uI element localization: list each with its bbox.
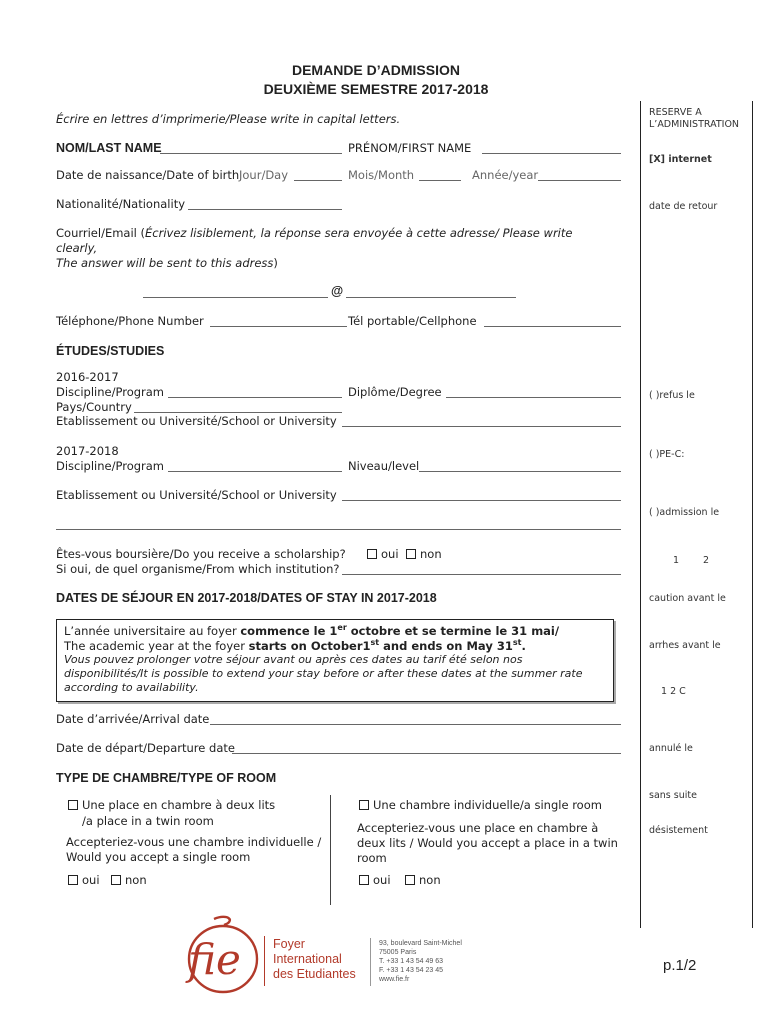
org-name-2: International [273,952,342,966]
last-name-label: NOM/LAST NAME [56,141,162,155]
admin-choice-3: 1 2 C [661,686,686,697]
twin-room-label: Une place en chambre à deux lits [82,798,276,812]
single-question-1: Accepteriez-vous une place en chambre à [357,821,599,835]
admin-pec: ( )PE-C: [649,449,685,460]
email-label [56,226,572,240]
dob-day-field[interactable] [294,180,342,181]
admin-title-2: L’ADMINISTRATION [649,119,740,130]
nationality-field[interactable] [188,209,342,210]
address-line-2: 75005 Paris [379,949,417,956]
stay-fr-start: commence le 1 [240,623,338,638]
dob-month-hint: Mois/Month [348,168,415,182]
email-label-text: Courriel/Email ( [56,226,145,240]
twin-question-1: Accepteriez-vous une chambre individuelle / [66,835,322,849]
admin-deposit: caution avant le [649,593,726,604]
address-line-1: 93, boulevard Saint-Michel [379,940,462,947]
stay-extend-2: disponibilités/It is possible to extend your stay before or after these dates at the summer rate [64,667,583,680]
room-divider [330,795,331,905]
address-divider [370,938,371,986]
room-heading: TYPE DE CHAMBRE/TYPE OF ROOM [56,771,277,785]
school-field-2-continued[interactable] [56,529,621,530]
admin-title-1: RESERVE A [649,107,702,118]
stay-fr-line [64,623,559,638]
stay-en-line [64,638,526,653]
scholarship-yes-label: oui [381,547,399,561]
cell-label: Tél portable/Cellphone [348,314,477,328]
stay-en-start: starts on October1 [248,638,371,653]
checkbox-icon[interactable] [359,875,369,885]
checkbox-icon[interactable] [406,549,416,559]
stay-info-box [56,619,614,702]
checkbox-icon[interactable] [68,875,78,885]
single-question-3: room [357,851,387,865]
degree-label: Diplôme/Degree [348,385,442,399]
admin-choice-1: 1 [673,555,680,566]
email-local-field[interactable] [143,297,328,298]
email-instruction-2: clearly, [56,241,98,255]
twin-question-2: Would you accept a single room [66,850,251,864]
stay-extend-1: Vous pouvez prolonger votre séjour avant ou après ces dates au tarif été selon nos [64,653,523,666]
program-field-1[interactable] [168,397,342,398]
form-title-line2: DEUXIÈME SEMESTRE 2017-2018 [263,81,489,97]
program-label-2: Discipline/Program [56,459,165,473]
school-label-1: Etablissement ou Université/School or University [56,414,337,428]
checkbox-icon[interactable] [359,800,369,810]
institution-field[interactable] [342,574,621,575]
org-name-3: des Etudiantes [273,967,356,981]
nationality-label: Nationalité/Nationality [56,197,186,211]
scholarship-yes-option[interactable] [367,547,399,561]
instruction-text: Écrire en lettres d’imprimerie/Please write in capital letters. [56,112,401,126]
at-sign: @ [331,284,344,298]
last-name-field[interactable] [160,153,342,154]
logo-divider [264,936,265,986]
stay-fr-text: L’année universitaire au foyer [64,623,241,638]
phone-label: Téléphone/Phone Number [56,314,204,328]
logo-lettering: fie [188,935,241,984]
twin-yes-option[interactable] [68,873,100,887]
stay-en-sup2: st [512,638,522,647]
scholarship-question: Êtes-vous boursière/Do you receive a scholarship? [56,547,346,561]
page-number: p.1/2 [663,957,697,974]
email-domain-field[interactable] [346,297,516,298]
email-instruction-3: The answer will be sent to this adress [56,256,274,270]
twin-no-option[interactable] [111,873,147,887]
program-field-2[interactable] [168,471,342,472]
admin-internet: [X] internet [649,154,712,165]
twin-yes-label: oui [82,873,100,887]
stay-heading: DATES DE SÉJOUR EN 2017-2018/DATES OF STAY IN 2017-2018 [56,591,437,605]
address-phone: T. +33 1 43 54 49 63 [379,958,444,965]
level-field[interactable] [419,471,621,472]
email-instruction-1: Écrivez lisiblement, la réponse sera envoyée à cette adresse/ Please write [145,226,573,240]
level-label: Niveau/level [348,459,420,473]
studies-year1: 2016-2017 [56,370,119,384]
cell-field[interactable] [484,326,621,327]
single-yes-label: oui [373,873,391,887]
single-no-option[interactable] [405,873,441,887]
checkbox-icon[interactable] [405,875,415,885]
stay-en-period: . [521,638,526,653]
admin-refused: ( )refus le [649,390,695,401]
admin-return-date: date de retour [649,201,718,212]
school-field-2[interactable] [342,500,621,501]
admin-arrhes: arrhes avant le [649,640,721,651]
school-label-2: Etablissement ou Université/School or University [56,488,337,502]
dob-year-field[interactable] [538,180,621,181]
admin-panel [640,101,753,928]
studies-heading: ÉTUDES/STUDIES [56,344,165,358]
checkbox-icon[interactable] [111,875,121,885]
form-title-line1: DEMANDE D’ADMISSION [291,62,460,78]
stay-en-end: and ends on May 31 [379,638,513,653]
dob-year-hint: Année/year [472,168,539,182]
first-name-label: PRÉNOM/FIRST NAME [348,141,472,155]
email-instruction-line3 [56,256,278,270]
dob-month-field[interactable] [419,180,461,181]
address-fax: F. +33 1 43 54 23 45 [379,967,444,974]
single-room-option[interactable] [359,798,602,812]
arrival-label: Date d’arrivée/Arrival date [56,712,210,726]
country-field[interactable] [134,412,342,413]
program-label-1: Discipline/Program [56,385,165,399]
dob-day-hint: Jour/Day [239,168,289,182]
admin-admission: ( )admission le [649,507,720,518]
admin-no-followup: sans suite [649,790,697,801]
stay-en-text: The academic year at the foyer [64,638,249,653]
scholarship-no-label: non [420,547,442,561]
degree-field[interactable] [446,397,621,398]
twin-room-option[interactable] [68,798,275,812]
stay-en-sup: st [370,638,380,647]
dob-label: Date de naissance/Date of birth [56,168,240,182]
country-label: Pays/Country [56,400,132,414]
school-field-1[interactable] [342,426,621,427]
arrival-field[interactable] [210,724,621,725]
institution-question: Si oui, de quel organisme/From which institution? [56,562,340,576]
org-name-1: Foyer [273,937,305,951]
stay-fr-sup: er [337,623,347,632]
first-name-field[interactable] [482,153,621,154]
admin-choice-2: 2 [703,555,710,566]
single-room-label: Une chambre individuelle/a single room [373,798,602,812]
address-website: www.fie.fr [379,976,410,983]
fie-logo [178,915,268,1000]
admin-cancelled: annulé le [649,743,693,754]
phone-field[interactable] [210,326,347,327]
departure-label: Date de départ/Departure date [56,741,235,755]
scholarship-no-option[interactable] [406,547,442,561]
admin-withdrawal: désistement [649,825,708,836]
departure-field[interactable] [232,753,621,754]
single-no-label: non [419,873,441,887]
stay-extend-3: according to availability. [64,681,199,694]
stay-fr-end: octobre et se termine le 31 mai/ [346,623,560,638]
checkbox-icon[interactable] [68,800,78,810]
studies-year2: 2017-2018 [56,444,119,458]
single-yes-option[interactable] [359,873,391,887]
checkbox-icon[interactable] [367,549,377,559]
twin-no-label: non [125,873,147,887]
single-question-2: deux lits / Would you accept a place in a twin [357,836,618,850]
email-label-close: ) [273,256,278,270]
twin-room-label-2: /a place in a twin room [82,814,214,828]
